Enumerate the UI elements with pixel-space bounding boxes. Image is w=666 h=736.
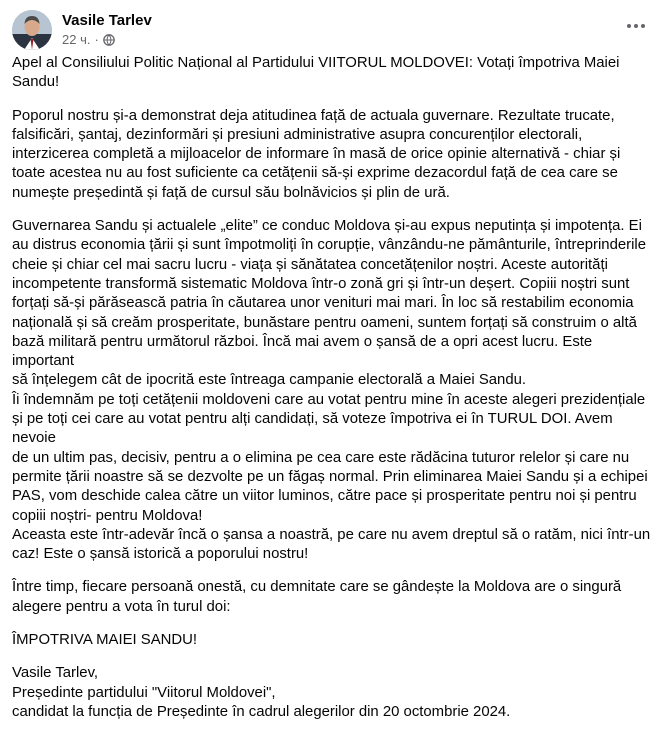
post-paragraph [12, 664, 652, 722]
text-line: Vasile Tarlev, [12, 665, 99, 682]
post-header [12, 8, 654, 52]
text-line: națională și să creăm prosperitate, bunăstare pentru oameni, suntem forțați să construim o altă [12, 314, 637, 331]
post-meta [62, 32, 115, 48]
avatar[interactable] [12, 10, 52, 50]
text-line: bază militară pentru următorul război. Încă mai avem o șansă de a opri acest lucru. Este important [12, 333, 593, 370]
text-line: caz! Este o șansă istorică a poporului nostru! [12, 546, 309, 563]
text-line: Poporul nostru și-a demonstrat deja atitudinea față de actuala guvernare. Rezultate trucate, [12, 107, 615, 124]
post-paragraph [12, 217, 652, 564]
post-timestamp[interactable]: 22 ч. [62, 32, 91, 47]
text-line: Apel al Consiliului Politic Național al Partidului VIITORUL MOLDOVEI: Votați împotriva Maiei [12, 55, 620, 71]
text-line: PAS, vom deschide calea către un viitor luminos, către pace și prosperitate pentru noi și pentru [12, 488, 637, 505]
text-line: Președinte partidului "Viitorul Moldovei", [12, 684, 276, 701]
more-options-icon[interactable] [618, 12, 654, 40]
text-line: alegere pentru a vota în turul doi: [12, 598, 231, 615]
text-line: toate acestea nu au fost suficiente ca cetățenii să-și exprime dezacordul față de cea care se [12, 165, 618, 182]
meta-separator: · [94, 32, 99, 47]
text-line: falsificări, șantaj, dezinformări și presiuni administrative asupra concurenților electorali, [12, 126, 583, 143]
text-line: de un ultim pas, decisiv, pentru a o elimina pe cea care este rădăcina tuturor relelor și care nu [12, 449, 630, 466]
text-line: candidat la funcția de Președinte în cadrul alegerilor din 20 octombrie 2024. [12, 703, 511, 720]
text-line: Între timp, fiecare persoană onestă, cu demnitate care se gândește la Moldova are o singură [12, 579, 622, 596]
post-paragraph [12, 631, 652, 650]
text-line: cheie și chiar cel mai sacru lucru - viața și sănătatea concetățenilor noștri. Aceste autorități [12, 256, 608, 273]
globe-icon[interactable] [103, 34, 115, 46]
post-text [12, 54, 652, 736]
post-paragraph [12, 107, 652, 203]
author-name[interactable]: Vasile Tarlev [62, 12, 152, 29]
text-line: forțați să-și părăsească patria în căutarea unor venituri mai mari. În loc să restabilim economia [12, 295, 634, 312]
text-line: Guvernarea Sandu și actualele „elite” ce conduc Moldova și-au expus neputința și impotența. Ei [12, 218, 642, 235]
text-line: să înțelegem cât de ipocrită este întreaga campanie electorală a Maiei Sandu. [12, 372, 527, 389]
text-line: numește președintă și față de cursul său bolnăvicios și plin de ură. [12, 184, 450, 201]
text-line: permite țării noastre să se dezvolte pe un făgaș normal. Prin eliminarea Maiei Sandu și a echipei [12, 468, 648, 485]
text-line: și pe toți cei care au votat pentru alți candidați, să votеze împotriva ei în TURUL DOI. Avem nevoie [12, 411, 613, 447]
text-line: ÎMPOTRIVA MAIEI SANDU! [12, 632, 198, 649]
text-line: copiii noștri- pentru Moldova! [12, 507, 203, 524]
post-paragraph [12, 54, 652, 93]
text-line: au distrus economia țării și sunt împotmoliți în corupție, vânzându-ne pământurile, întreprinderile [12, 237, 646, 254]
text-line: incompetente transformă sistematic Moldova într-o zonă gri și într-un deșert. Copiii noștri sunt [12, 275, 630, 292]
text-line: interzicerea completă a mijloacelor de informare în masă de orice opinie alternativă - chiar și [12, 146, 621, 163]
text-line: Sandu! [12, 74, 60, 91]
avatar-image [12, 10, 52, 50]
post-paragraph [12, 578, 652, 617]
text-line: Îi îndemnăm pe toți cetățenii moldoveni care au votat pentru mine în aceste alegeri prezidențiale [12, 391, 646, 408]
text-line: Aceasta este într-adevăr încă o șansa a noastră, pe care nu avem dreptul să o ratăm, nici într-un [12, 526, 651, 543]
